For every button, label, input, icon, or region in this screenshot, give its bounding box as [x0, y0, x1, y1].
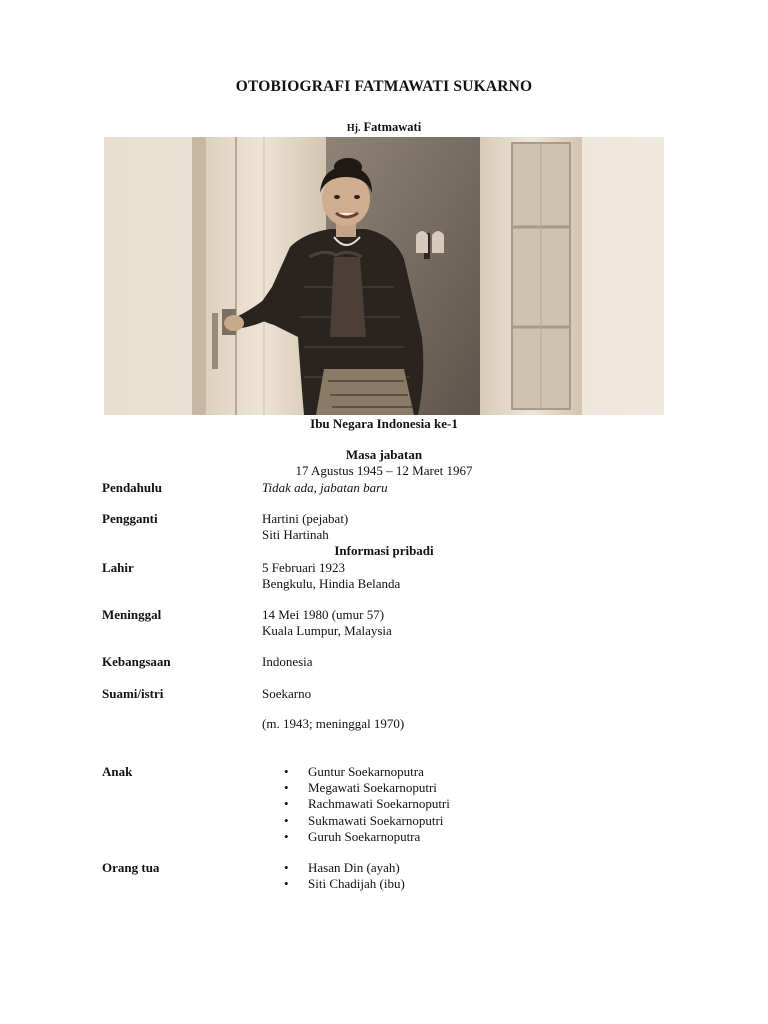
list-item: • Megawati Soekarnoputri	[284, 780, 450, 796]
born-label: Lahir	[102, 560, 134, 575]
document-title: OTOBIOGRAFI FATMAWATI SUKARNO	[235, 78, 533, 95]
spouse-detail: (m. 1943; meninggal 1970)	[262, 716, 405, 731]
children-list	[284, 764, 450, 845]
list-item: • Rachmawati Soekarnoputri	[284, 796, 450, 812]
died-label: Meninggal	[102, 607, 162, 622]
spouse-label: Suami/istri	[102, 686, 164, 701]
born-place: Bengkulu, Hindia Belanda	[262, 576, 401, 591]
list-item: • Hasan Din (ayah)	[284, 860, 405, 876]
successor-label: Pengganti	[102, 511, 158, 526]
died-place: Kuala Lumpur, Malaysia	[262, 623, 392, 638]
term-heading: Masa jabatan	[345, 447, 423, 462]
predecessor-value: Tidak ada, jabatan baru	[262, 480, 388, 495]
position-title: Ibu Negara Indonesia ke-1	[310, 416, 458, 431]
term-dates: 17 Agustus 1945 – 12 Maret 1967	[295, 463, 473, 478]
portrait-photo-illustration	[104, 137, 664, 415]
list-item: • Guruh Soekarnoputra	[284, 829, 450, 845]
nationality-value: Indonesia	[262, 654, 313, 669]
list-item: • Sukmawati Soekarnoputri	[284, 813, 450, 829]
successor-value-2: Siti Hartinah	[262, 527, 329, 542]
died-date: 14 Mei 1980 (umur 57)	[262, 607, 385, 622]
list-item: • Guntur Soekarnoputra	[284, 764, 450, 780]
list-item: • Siti Chadijah (ibu)	[284, 876, 405, 892]
photo-caption-name: Fatmawati	[363, 120, 422, 134]
photo-caption	[0, 120, 768, 135]
photo-caption-prefix: Hj.	[346, 123, 361, 134]
successor-value-1: Hartini (pejabat)	[262, 511, 349, 526]
born-date: 5 Februari 1923	[262, 560, 346, 575]
children-label: Anak	[102, 764, 133, 779]
predecessor-label: Pendahulu	[102, 480, 162, 495]
parents-label: Orang tua	[102, 860, 160, 875]
spouse-name: Soekarno	[262, 686, 312, 701]
nationality-label: Kebangsaan	[102, 654, 171, 669]
personal-info-heading: Informasi pribadi	[334, 543, 434, 558]
portrait-photo	[104, 137, 664, 415]
parents-list	[284, 860, 405, 892]
